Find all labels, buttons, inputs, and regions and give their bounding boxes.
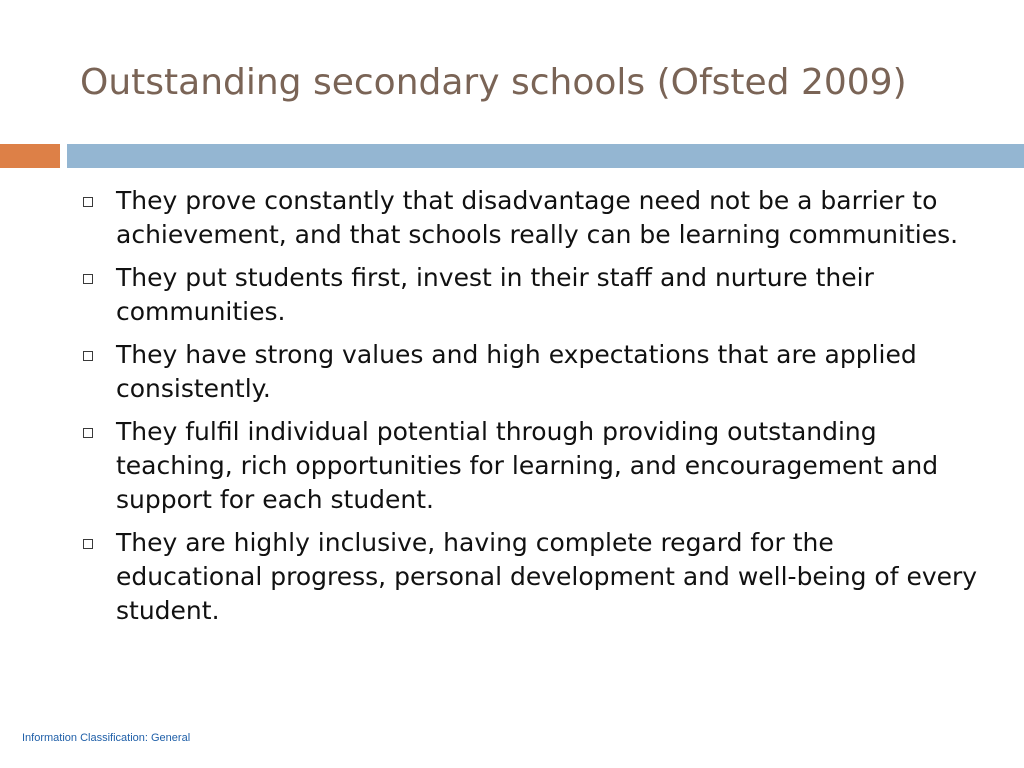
square-bullet-icon [83,428,93,438]
square-bullet-icon [83,351,93,361]
accent-bar-orange [0,144,60,168]
bullet-item [80,261,980,329]
bullet-text: They put students first, invest in their staff and nurture their communities. [116,263,874,326]
bullet-list [80,184,980,637]
classification-label: Information Classification: General [22,732,191,744]
bullet-text: They prove constantly that disadvantage need not be a barrier to achievement, and that schools really can be learning communities. [116,186,959,249]
bullet-item [80,184,980,252]
bullet-item [80,526,980,628]
square-bullet-icon [83,539,93,549]
square-bullet-icon [83,274,93,284]
bullet-item [80,415,980,517]
bullet-item [80,338,980,406]
bullet-text: They are highly inclusive, having complete regard for the educational progress, personal development and well-being of every student. [116,528,978,625]
bullet-text: They have strong values and high expectations that are applied consistently. [116,340,917,403]
accent-bar-blue [67,144,1024,168]
bullet-text: They fulfil individual potential through providing outstanding teaching, rich opportunities for learning, and encouragement and support for each student. [116,417,939,514]
slide-title: Outstanding secondary schools (Ofsted 2009) [80,62,907,103]
square-bullet-icon [83,197,93,207]
